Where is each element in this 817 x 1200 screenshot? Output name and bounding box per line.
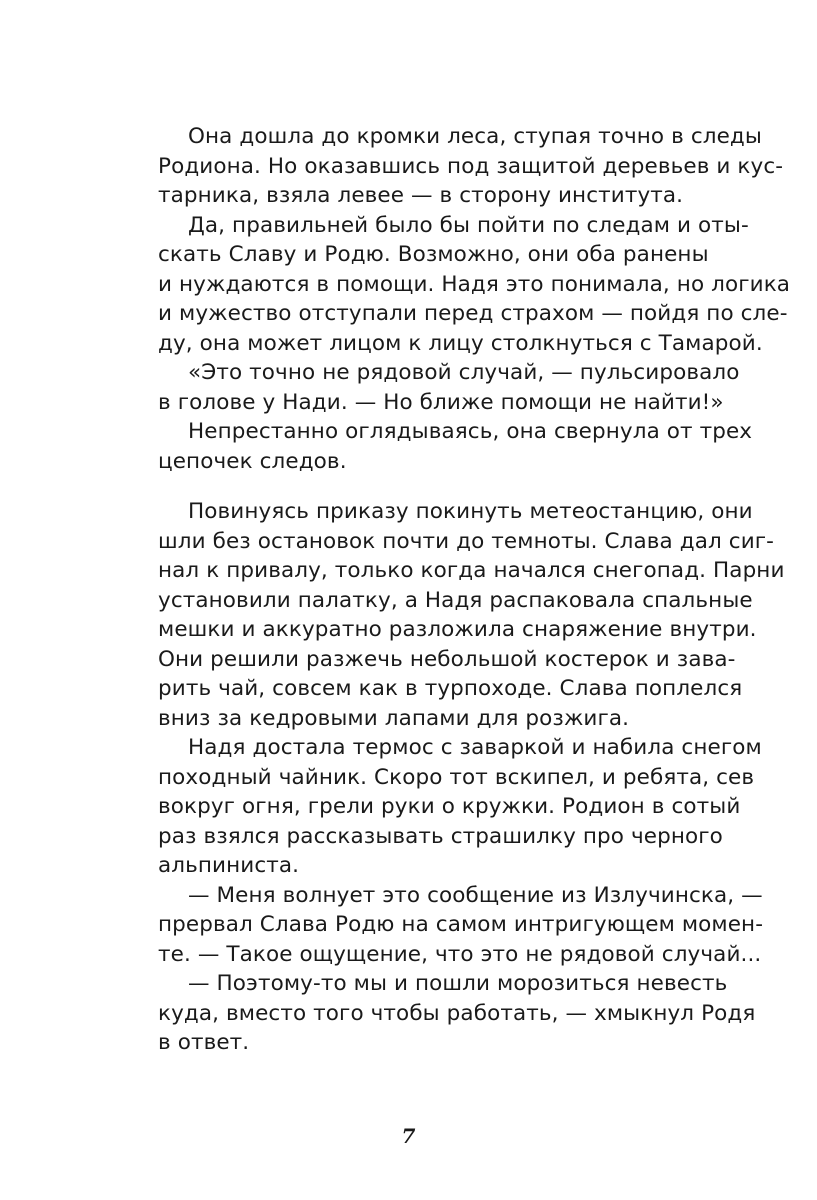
text-line: и нуждаются в помощи. Надя это понимала, но логика: [158, 271, 791, 297]
text-line: нал к привалу, только когда начался снегопад. Парни: [158, 558, 785, 583]
text-line: Они решили разжечь небольшой костерок и зава-: [158, 646, 736, 672]
text-line: Непрестанно оглядываясь, она свернула от трех: [188, 419, 753, 444]
text-line: — Поэтому-то мы и пошли морозиться невесть: [188, 971, 728, 996]
text-line: «Это точно не рядовой случай, — пульсировало: [188, 360, 740, 385]
text-line: прервал Слава Родю на самом интригующем момен-: [158, 912, 764, 937]
text-section-2: [128, 497, 785, 1058]
text-line: те. — Такое ощущение, что это не рядовой случай...: [158, 941, 762, 967]
text-line: скать Славу и Родю. Возможно, они оба ранены: [158, 242, 709, 267]
text-section-1: [128, 122, 791, 476]
paragraph: [128, 122, 784, 211]
text-line: альпиниста.: [158, 853, 300, 878]
text-line: в голове у Нади. — Но ближе помощи не найти!»: [158, 389, 724, 415]
paragraph: [128, 417, 753, 476]
text-line: раз взялся рассказывать страшилку про черного: [158, 823, 723, 849]
text-line: Да, правильней было бы пойти по следам и оты-: [188, 212, 749, 238]
text-line: Надя достала термос с заваркой и набила снегом: [188, 735, 762, 760]
text-line: походный чайник. Скоро тот вскипел, и ребята, сев: [158, 764, 755, 790]
page-number: 7: [401, 1124, 416, 1148]
text-line: — Меня волнует это сообщение из Излучинска, —: [188, 882, 763, 908]
text-line: Она дошла до кромки леса, ступая точно в следы: [188, 124, 762, 149]
text-line: мешки и аккуратно разложила снаряжение внутри.: [158, 617, 757, 642]
text-line: вокруг огня, грели руки о кружки. Родион в сотый: [158, 794, 741, 819]
text-line: рить чай, совсем как в турпоходе. Слава поплелся: [158, 676, 743, 701]
text-line: цепочек следов.: [158, 448, 347, 474]
paragraph: [128, 358, 740, 417]
text-line: установили палатку, а Надя распаковала спальные: [158, 587, 753, 613]
text-line: ду, она может лицом к лицу столкнуться с Тамарой.: [158, 330, 763, 356]
paragraph: [128, 497, 785, 733]
paragraph: [128, 881, 764, 970]
paragraph: [128, 969, 756, 1058]
text-line: Повинуясь приказу покинуть метеостанцию, они: [188, 499, 753, 524]
text-line: и мужество отступали перед страхом — пойдя по сле-: [158, 301, 788, 326]
text-line: шли без остановок почти до темноты. Слава дал сиг-: [158, 528, 775, 554]
text-line: в ответ.: [158, 1030, 250, 1055]
text-line: тарника, взяла левее — в сторону института.: [158, 183, 684, 208]
text-line: куда, вместо того чтобы работать, — хмыкнул Родя: [158, 1000, 756, 1026]
paragraph: [128, 733, 762, 881]
paragraph: [128, 211, 791, 359]
text-line: вниз за кедровыми лапами для розжига.: [158, 705, 630, 731]
text-line: Родиона. Но оказавшись под защитой деревьев и кус-: [158, 153, 784, 179]
